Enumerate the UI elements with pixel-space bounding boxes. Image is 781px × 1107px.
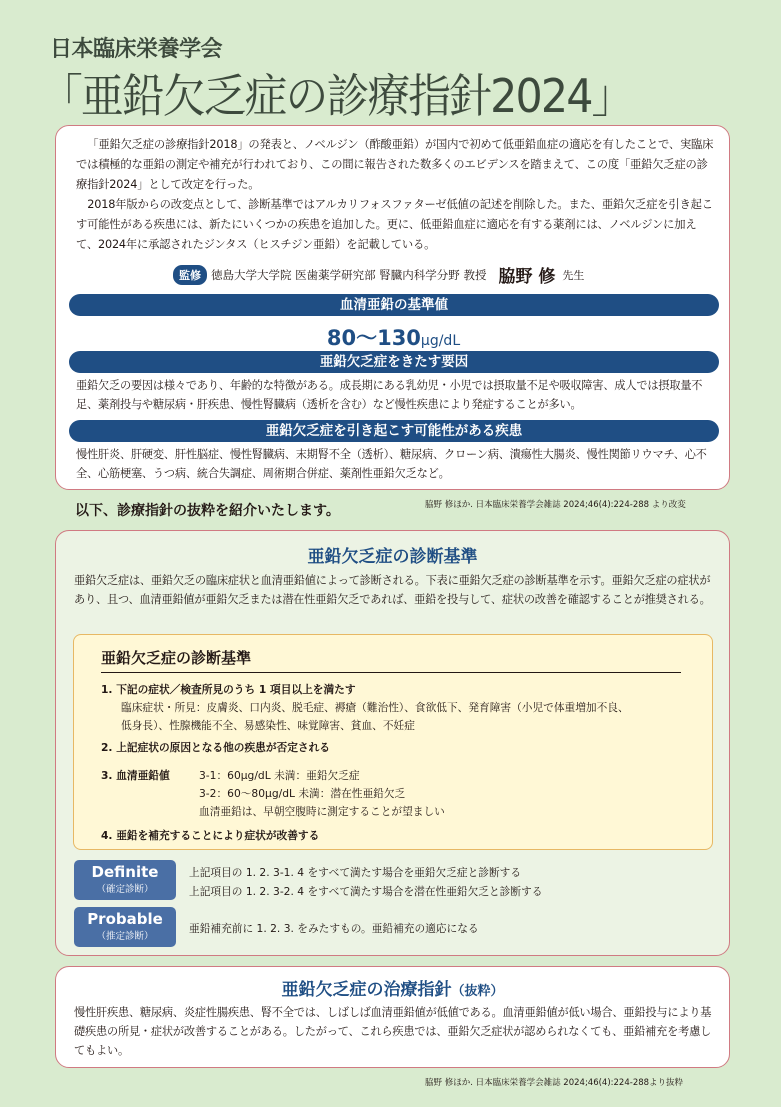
causes-heading: 亜鉛欠乏症をきたす要因 [69,351,719,373]
treatment-heading [56,975,729,1000]
criteria-item-3-1: 3-1：60μg/dL 未満：亜鉛欠乏症 [199,769,360,782]
criteria-item-3-2: 3-2：60～80μg/dL 未満：潜在性亜鉛欠乏 [199,787,406,800]
criteria-item-3-note: 血清亜鉛は、早朝空腹時に測定することが望ましい [199,805,445,818]
intro-card [55,125,730,490]
criteria-item-2: 2. 上記症状の原因となる他の疾患が否定される [101,741,330,754]
treatment-heading-sub: （抜粋） [451,984,504,999]
criteria-item-3-label: 3. 血清亜鉛値 [101,769,170,782]
page-title: 「亜鉛欠乏症の診療指針2024」 [40,69,633,123]
criteria-item-1-detail: 臨床症状・所見：皮膚炎、口内炎、脱毛症、褥瘡（難治性）、食欲低下、発育障害（小児で体重増加不良、 [121,701,629,714]
reference-unit: μg/dL [420,333,461,349]
criteria-item-1: 1. 下記の症状／検査所見のうち 1 項目以上を満たす [101,683,356,696]
excerpt-note: 以下、診療指針の抜粋を紹介いたします。 [75,503,340,519]
supervisor-badge: 監修 [173,265,207,285]
intro-text [76,135,716,255]
definite-line: 上記項目の 1. 2. 3-1. 4 をすべて満たす場合を亜鉛欠乏症と診断する [189,866,522,879]
treatment-text: 慢性肝疾患、糖尿病、炎症性腸疾患、腎不全では、しばしば血清亜鉛値が低値である。血清亜鉛値が低い場合、亜鉛投与により基礎疾患の所見・症状が改善することがある。したがって、これら疾患では、亜鉛欠乏症状が認められなくても、亜鉛補充を考慮してもよい。 [74,1006,712,1057]
diagnosis-heading: 亜鉛欠乏症の診断基準 [307,547,478,567]
diseases-text: 慢性肝炎、肝硬変、肝性脳症、慢性腎臓病、末期腎不全（透析）、糖尿病、クローン病、潰瘍性大腸炎、慢性関節リウマチ、心不全、心筋梗塞、うつ病、統合失調症、周術期合併症、薬剤性亜鉛欠乏など。 [76,448,707,480]
definite-label: Definite [91,863,159,881]
diagnosis-description: 亜鉛欠乏症は、亜鉛欠乏の臨床症状と血清亜鉛値によって診断される。下表に亜鉛欠乏症の診断基準を示す。亜鉛欠乏症の症状があり、且つ、血清亜鉛値が亜鉛欠乏または潜在性亜鉛欠乏であれば、亜鉛を投与して、症状の改善を確認することが推奨される。 [74,574,711,606]
reference-range: 80～130 [326,326,421,350]
reference-value [56,322,731,352]
criteria-item-4: 4. 亜鉛を補充することにより症状が改善する [101,829,320,842]
definite-line: 上記項目の 1. 2. 3-2. 4 をすべて満たす場合を潜在性亜鉛欠乏と診断する [189,885,543,898]
intro-paragraph: 2018年版からの改変点として、診断基準ではアルカリフォスファターゼ低値の記述を削除した。また、亜鉛欠乏症を引き起こす可能性がある疾患には、新たにいくつかの疾患を追加した。更に、低亜鉛血症に適応を有する薬剤には、ノベルジンに加えて、2024年に承認されたジンタス（ヒスチジン亜鉛）を記載している。 [76,198,713,251]
organization-name: 日本臨床栄養学会 [50,37,223,62]
citation-excerpt: 脇野 修ほか. 日本臨床栄養学会雑誌 2024;46(4):224-288より抜粋 [425,1078,684,1088]
causes-text: 亜鉛欠乏の要因は様々であり、年齢的な特徴がある。成長期にある乳幼児・小児では摂取量不足や吸収障害、成人では摂取量不足、薬剤投与や糖尿病・肝疾患、慢性腎臓病（透析を含む）など慢性疾患により発症することが多い。 [76,379,703,411]
supervisor-name: 脇野 修 [498,267,556,287]
probable-sublabel: （推定診断） [96,931,154,942]
probable-tag [74,907,176,947]
citation-modified: 脇野 修ほか. 日本臨床栄養学会雑誌 2024;46(4):224-288 より改変 [425,500,686,510]
supervisor-line [173,262,584,287]
intro-paragraph: 「亜鉛欠乏症の診療指針2018」の発表と、ノベルジン（酢酸亜鉛）が国内で初めて低亜鉛血症の適応を有したことで、実臨床では積極的な亜鉛の測定や補充が行われており、この間に報告された数多くのエビデンスを踏まえて、この度「亜鉛欠乏症の診療指針2024」として改定を行った。 [76,138,714,191]
treatment-card [55,966,730,1068]
reference-value-heading: 血清亜鉛の基準値 [69,294,719,316]
definite-tag [74,860,176,900]
criteria-item-1-detail: 低身長）、性腺機能不全、易感染性、味覚障害、貧血、不妊症 [121,719,415,732]
probable-label: Probable [87,910,163,928]
definite-sublabel: （確定診断） [96,884,154,895]
criteria-title: 亜鉛欠乏症の診断基準 [101,647,681,673]
supervisor-affiliation: 徳島大学大学院 医歯薬学研究部 腎臓内科学分野 教授 [211,267,487,282]
probable-line: 亜鉛補充前に 1. 2. 3. をみたすもの。亜鉛補充の適応になる [189,922,479,935]
supervisor-suffix: 先生 [562,268,585,282]
treatment-heading-main: 亜鉛欠乏症の治療指針 [281,980,452,1000]
criteria-box [73,634,713,850]
diagnosis-card [55,530,730,956]
diseases-heading: 亜鉛欠乏症を引き起こす可能性がある疾患 [69,420,719,442]
